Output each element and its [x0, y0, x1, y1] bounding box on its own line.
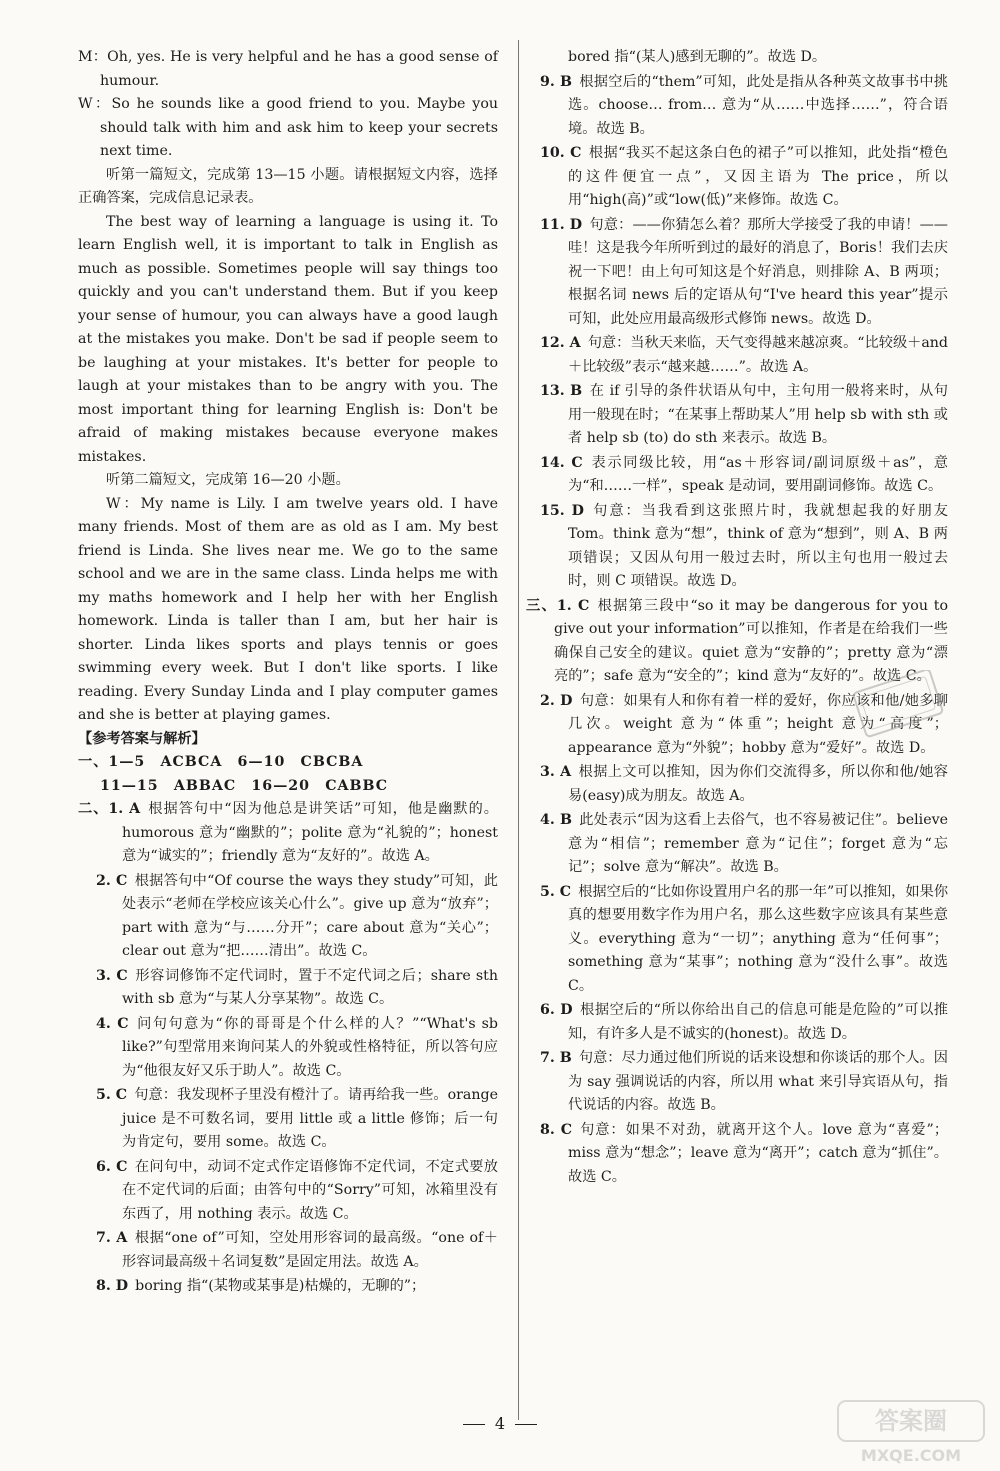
item-number: 3. C: [96, 967, 128, 984]
page-number-text: 4: [494, 1414, 506, 1433]
item-text: 根据上文可以推知，因为你们交流得多，所以你和他/她容易(easy)成为朋友。故选 A。: [568, 764, 948, 804]
item-number: 3. A: [540, 764, 572, 780]
passage1-heading: 听第一篇短文，完成第 13—15 小题。请根据短文内容，选择正确答案，完成信息记录表。: [78, 166, 498, 206]
section2-list-continued: [540, 71, 948, 594]
left-column: [78, 46, 498, 1300]
item-text: 表示同级比较，用“as＋形容词/副词原级＋as”，意为“和……一样”，speak 是动词，要用副词修饰。故选 C。: [568, 454, 948, 494]
item-number: 二、1. A: [78, 801, 141, 817]
item-text: 根据“我买不起这条白色的裙子”可以推知，此处指“橙色的这件便宜一点”，又因主语为 The price，所以用“high(高)”或“low(低)”来修饰。故选 C。: [568, 145, 948, 208]
dialogue-line-w: W：So he sounds like a good friend to you. Maybe you should talk with him and ask him to keep your secrets next time.: [78, 96, 498, 159]
item-number: 8. C: [540, 1121, 573, 1138]
list-item: [78, 965, 498, 1012]
item-number: 12. A: [540, 335, 581, 351]
item-text: 在 if 引导的条件状语从句中，主句用一般将来时，从句用一般现在时；“在某事上帮助某人”用 help sb with sth 或者 help sb (to) do sth 来表示。故选 B。: [568, 383, 948, 446]
item-text: 根据答句中“Of course the ways they study”可知，此处表示“老师在学校应该关心什么”。give up 意为“放弃”；part with 意为“与……分开”；care about 意为“关心”；clear out 意为“把……清出”。故选 C。: [122, 872, 498, 959]
list-item: [540, 214, 948, 332]
list-item: [540, 380, 948, 451]
section2-list: [78, 798, 498, 1299]
list-item: [78, 1227, 498, 1274]
list-item: [540, 1119, 948, 1190]
item-number: 2. C: [96, 872, 128, 889]
list-item: [78, 1013, 498, 1084]
list-item: [78, 870, 498, 964]
item-number: 9. B: [540, 73, 572, 90]
list-item: [540, 500, 948, 594]
passage2-text: W：My name is Lily. I am twelve years old. I have many friends. Most of them are as old as I am. My best friend is Linda. She lives near me. We go to the same school and we are in the same class. Linda helps me with my maths homework and I help her with her English homework. Linda is taller than I am, but her hair is shorter. Linda likes sports and plays tennis or goes swimming every week. But I don't like sports. I like reading. Every Sunday Linda and I play computer games and she is better at playing games.: [78, 495, 498, 723]
list-item: [78, 1156, 498, 1227]
dash-right: [515, 1424, 537, 1425]
passage1-text: The best way of learning a language is using it. To learn English well, it is important to talk in English as much as possible. Sometimes people will say things too quickly and you can't understand them. But if you keep your sense of humour, you can always have a good laugh at the mistakes you make. Don't be sad if people seem to be laughing at your mistakes. It's better for people to laugh at your mistakes than to be angry with you. The most important thing for learning English is: Don't be afraid of making mistakes because everyone makes mistakes.: [78, 213, 498, 465]
item-number: 4. B: [540, 812, 572, 828]
item-number: 5. C: [96, 1087, 128, 1103]
stamp-mark: [838, 670, 958, 740]
item-text: 此处表示“因为这看上去俗气，也不容易被记住”。believe 意为“相信”；remember 意为“记住”；forget 意为“忘记”；solve 意为“解决”。故选 B。: [568, 812, 948, 875]
watermark-logo: [836, 1399, 986, 1465]
item-text: 句意：——你猜怎么着？那所大学接受了我的申请！——哇！这是我今年所听到过的最好的消息了，Boris！我们去庆祝一下吧！由上句可知这是个好消息，则排除 A、B 两项；根据名词 news 后的定语从句“I've heard this year”提示可知，此处应用最高级形式修饰 news。故选 D。: [568, 216, 948, 327]
list-item: [78, 1084, 498, 1155]
item-text: 根据答句中“因为他总是讲笑话”可知，他是幽默的。humorous 意为“幽默的”；polite 意为“礼貌的”；honest 意为“诚实的”；friendly 意为“友好的”。故选 A。: [122, 801, 498, 864]
answers-heading: 【参考答案与解析】: [78, 730, 206, 747]
item-number: 14. C: [540, 454, 583, 471]
item-text: 根据空后的“them”可知，此处是指从各种英文故事书中挑选。choose… from… 意为“从……中选择……”，符合语境。故选 B。: [568, 73, 948, 137]
item-text: boring 指“(某物或某事是)枯燥的，无聊的”；: [135, 1278, 426, 1294]
item-number: 6. C: [96, 1158, 128, 1175]
item-number: 6. D: [540, 1002, 573, 1018]
list-item: [540, 761, 948, 808]
item-text: 句意：当我看到这张照片时，我就想起我的好朋友 Tom。think 意为“想”，think of 意为“想到”，则 A、B 两项错误；又因从句用一般过去时，所以主句也用一般过去时，则 C 项错误。故选 D。: [568, 502, 948, 589]
right-column: [526, 46, 949, 1190]
item-number: 5. C: [540, 883, 572, 900]
item-number: 13. B: [540, 383, 583, 399]
item-text: 句意：当秋天来临，天气变得越来越凉爽。“比较级＋and＋比较级”表示“越来越……”。故选 A。: [568, 335, 948, 375]
answers-line-2: 11—15 ABBAC 16—20 CABBC: [100, 777, 389, 794]
list-item: [540, 999, 948, 1046]
item-text: 根据第三段中“so it may be dangerous for you to give out your information”可以推知，作者是在给我们一些确保自己安全的建议。quiet 意为“安静的”；pretty 意为“漂亮的”；safe 意为“安全的”；kind 意为“友好的”。故选 C。: [554, 597, 949, 684]
list-item: [540, 1047, 948, 1118]
item-number: 10. C: [540, 145, 582, 161]
item-text: 在问句中，动词不定式作定语修饰不定代词，不定式要放在不定代词的后面；由答句中的“Sorry”可知，冰箱里没有东西了，用 nothing 表示。故选 C。: [122, 1158, 498, 1222]
list-item: [78, 798, 498, 869]
item-text: 问句句意为“你的哥哥是个什么样的人？”“What's sb like?”句型常用来询问某人的外貌或性格特征，所以答句应为“他很友好又乐于助人”。故选 C。: [122, 1015, 499, 1079]
watermark-logo-text: 答案圈: [875, 1407, 947, 1435]
item-number: 7. B: [540, 1050, 572, 1066]
item-number: 11. D: [540, 216, 583, 233]
list-item: [540, 332, 948, 379]
list-item: [540, 71, 948, 142]
item-text: 根据空后的“所以你给出自己的信息可能是危险的”可以推知，有许多人是不诚实的(honest)。故选 D。: [568, 1002, 948, 1042]
item-text: 根据空后的“比如你设置用户名的那一年”可以推知，如果你真的想要用数字作为用户名，那么这些数字应该具有某些意义。everything 意为“一切”；anything 意为“任何事”；something 意为“某事”；nothing 意为“没什么事”。故选 C。: [568, 883, 949, 994]
item-number: 2. D: [540, 692, 573, 709]
list-item: [540, 452, 948, 499]
list-item: [540, 881, 948, 999]
list-item: [78, 1275, 498, 1299]
answers-line-1: 一、1—5 ACBCA 6—10 CBCBA: [78, 754, 364, 770]
column-divider: [518, 40, 519, 1420]
passage2-heading: 听第二篇短文，完成第 16—20 小题。: [106, 472, 350, 488]
item-text: 句意：尽力通过他们所说的话来设想和你谈话的那个人。因为 say 强调说话的内容，所以用 what 来引导宾语从句，指代说话的内容。故选 B。: [568, 1050, 948, 1113]
item-text: 句意：如果不对劲，就离开这个人。love 意为“喜爱”；miss 意为“想念”；leave 意为“离开”；catch 意为“抓住”。故选 C。: [568, 1121, 949, 1185]
dash-left: [463, 1424, 485, 1425]
continuation-text: bored 指“(某人)感到无聊的”。故选 D。: [568, 49, 827, 65]
dialogue-line-m: M：Oh, yes. He is very helpful and he has a good sense of humour.: [78, 49, 498, 89]
item-text: 根据“one of”可知，空处用形容词的最高级。“one of＋形容词最高级＋名词复数”是固定用法。故选 A。: [122, 1230, 498, 1270]
list-item: [540, 809, 948, 880]
item-number: 7. A: [96, 1230, 128, 1246]
item-number: 8. D: [96, 1278, 129, 1294]
watermark-url: MXQE.COM: [860, 1446, 962, 1465]
item-number: 三、1. C: [526, 597, 590, 614]
item-text: 形容词修饰不定代词时，置于不定代词之后；share sth with sb 意为“与某人分享某物”。故选 C。: [122, 967, 498, 1007]
item-text: 句意：我发现杯子里没有橙汁了。请再给我一些。orange juice 是不可数名词，要用 little 或 a little 修饰；后一句为肯定句，要用 some。故选 C。: [122, 1087, 499, 1150]
item-number: 4. C: [96, 1015, 129, 1032]
item-number: 15. D: [540, 502, 584, 519]
list-item: [540, 142, 948, 213]
item-text: 句意：如果有人和你有着一样的爱好，你应该和他/她多聊几次。weight 意为“体重”；height 意为“高度”；appearance 意为“外貌”；hobby 意为“爱好”。故选 D。: [568, 692, 948, 756]
